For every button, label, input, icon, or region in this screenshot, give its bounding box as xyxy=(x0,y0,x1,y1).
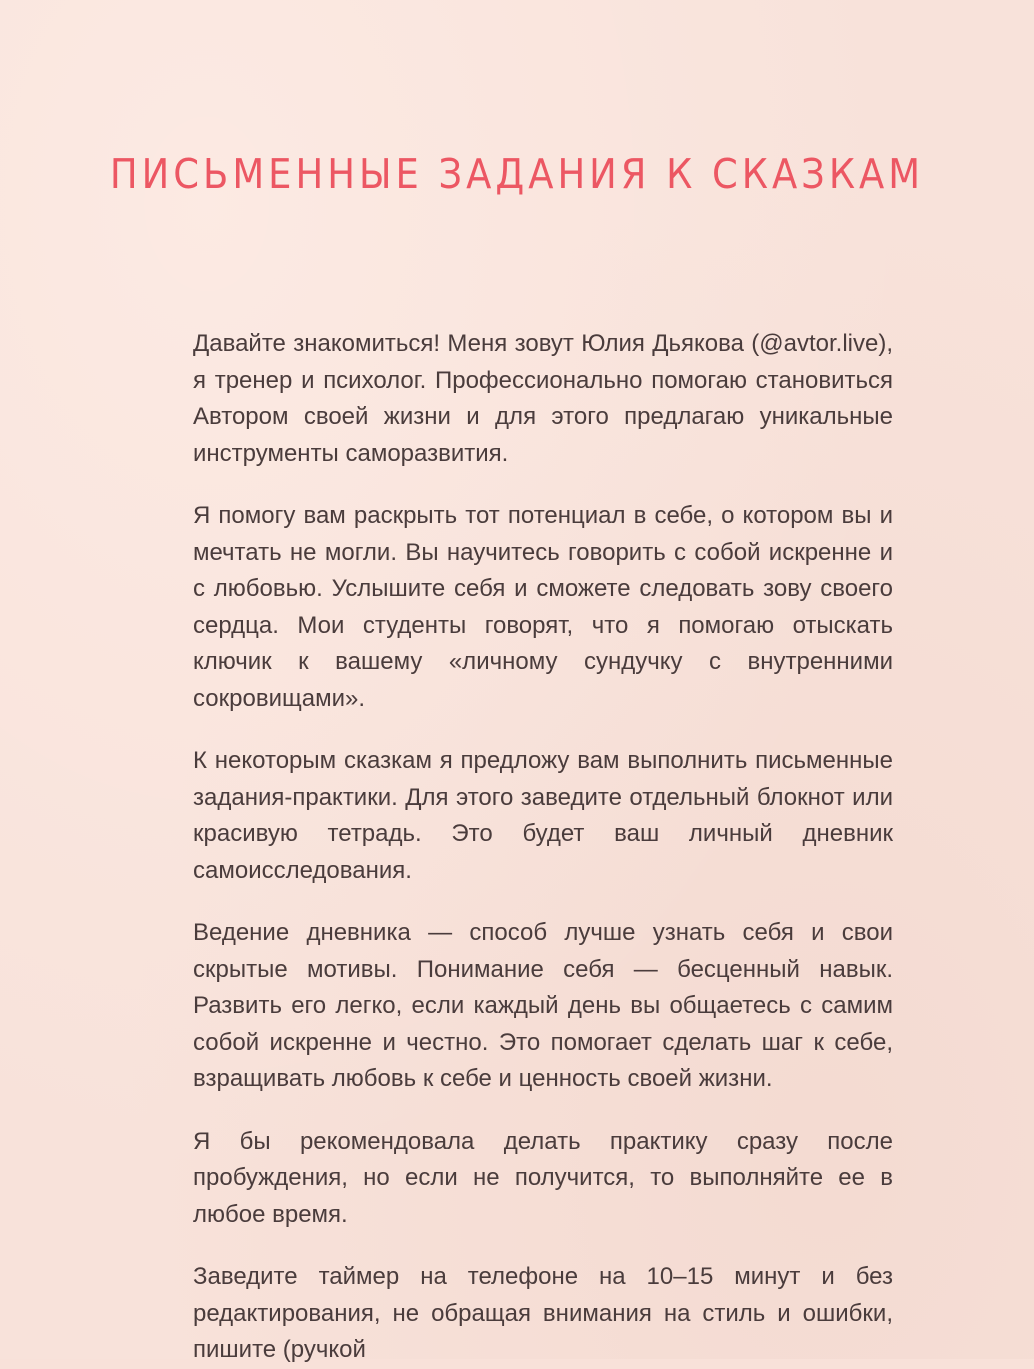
paragraph-timer: Заведите таймер на телефоне на 10–15 минут и без редактирования, не обращая внимания на стиль и ошибки, пишите (ручкой xyxy=(193,1263,893,1363)
paragraph-diary: Ведение дневника — способ лучше узнать себя и свои скрытые мотивы. Понимание себя — бесценный навык. Развить его легко, если каждый день вы общаетесь с самим собой искренне и честно. Это помогает сделать шаг к себе, взращивать любовь к себе и ценность своей жизни. xyxy=(193,919,893,1092)
paragraph-recommendation: Я бы рекомендовала делать практику сразу после пробуждения, но если не получится, то выполняйте ее в любое время. xyxy=(193,1127,893,1228)
body-text xyxy=(193,326,893,1369)
paragraph-tasks: К некоторым сказкам я предложу вам выполнить письменные задания-практики. Для этого заведите отдельный блокнот или красивую тетрадь. Это будет ваш личный дневник самоисследования. xyxy=(193,747,893,884)
paragraph-potential: Я помогу вам раскрыть тот потенциал в себе, о котором вы и мечтать не могли. Вы научитесь говорить с собой искренне и с любовью. Услышите себя и сможете следовать зову своего сердца. Мои студенты говорят, что я помогаю отыскать ключик к вашему «личному сундучку с внутренними сокровищами». xyxy=(193,502,893,712)
page-title: ПИСЬМЕННЫЕ ЗАДАНИЯ К СКАЗКАМ xyxy=(109,150,925,198)
paragraph-intro: Давайте знакомиться! Меня зовут Юлия Дьякова (@avtor.live), я тренер и психолог. Профессионально помогаю становиться Автором своей жизни и для этого предлагаю уникальные инструменты саморазвития. xyxy=(193,330,893,467)
